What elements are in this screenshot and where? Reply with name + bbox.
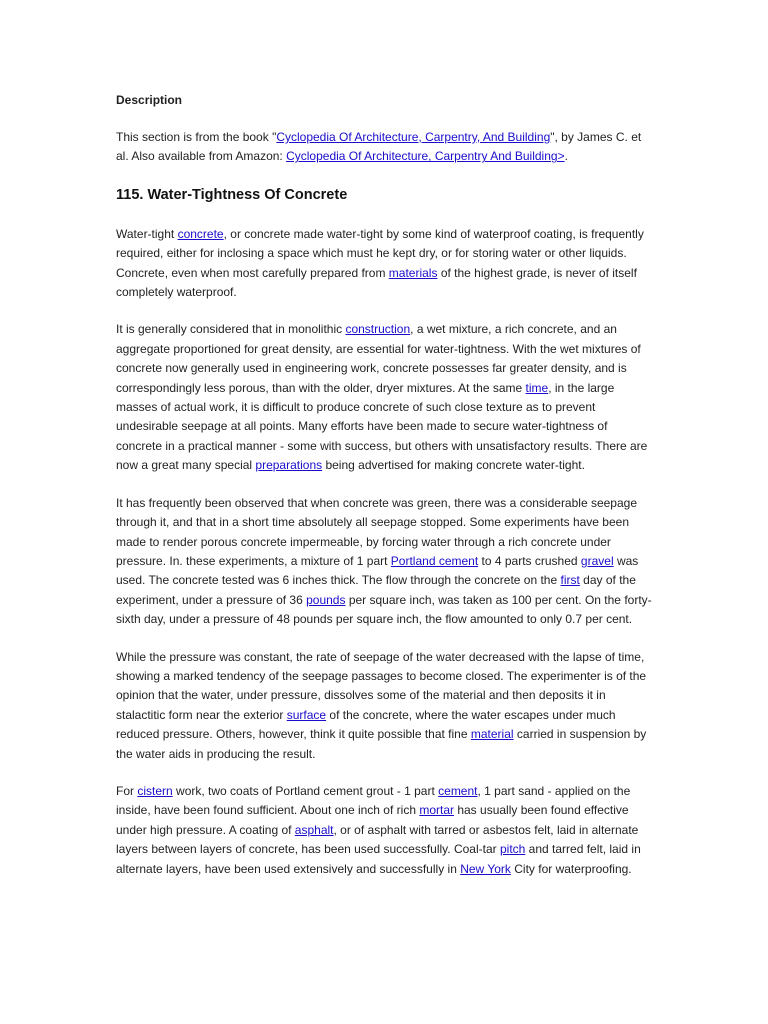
paragraph-text: , a wet mixture, a rich concrete, and an aggregate proportioned for great density, are essential for water-tightness. With the wet mixtures of concrete now generally used in engineering work, concrete possesses far greater density, and is correspondingly less porous, than with the older, dryer mixtures. At the same — [116, 322, 641, 395]
book-title-link[interactable]: Cyclopedia Of Architecture, Carpentry, And Building — [276, 130, 551, 144]
intro-text: . — [564, 149, 568, 164]
mortar-link[interactable]: mortar — [419, 803, 454, 818]
concrete-link[interactable]: concrete — [177, 226, 224, 241]
paragraph-text: , in the large masses of actual work, it is difficult to produce concrete of such close texture as to prevent undesirable seepage at all points. Many efforts have been made to secure water-tightness of concrete in a practical manner - some with success, but others with unsatisfactory results. There are now a great many special — [116, 380, 648, 473]
pitch-link[interactable]: pitch — [499, 842, 526, 857]
paragraph-text: and tarred felt, laid in alternate layers, have been used extensively and successfully in — [116, 842, 641, 876]
intro-text: ", by James C. et al. Also available from Amazon: — [116, 130, 642, 164]
new-york-link[interactable]: New York — [460, 861, 511, 876]
paragraph-text: per square inch, was taken as 100 per cent. On the forty-sixth day, under a pressure of 48 pounds per square inch, the flow amounted to only 0.7 per cent. — [116, 592, 652, 627]
cement-link[interactable]: cement — [438, 783, 478, 798]
paragraph-text: of the highest grade, is never of itself completely waterproof. — [116, 265, 637, 300]
paragraph-text: It is generally considered that in monolithic — [116, 322, 346, 337]
paragraph-text: of the concrete, where the water escapes under much reduced pressure. Others, however, think it quite possible that fine — [116, 707, 616, 742]
paragraph-3 — [116, 494, 656, 630]
paragraph-text: , or of asphalt with tarred or asbestos felt, laid in alternate layers between layers of concrete, has been used successfully. Coal-tar — [116, 822, 639, 857]
description-heading: Description — [116, 93, 183, 107]
material-link[interactable]: material — [470, 727, 514, 742]
amazon-link[interactable]: Cyclopedia Of Architecture, Carpentry And Building> — [286, 149, 565, 164]
book-intro — [116, 128, 656, 167]
section-title: 115. Water-Tightness Of Concrete — [116, 186, 348, 203]
pounds-link[interactable]: pounds — [306, 592, 346, 607]
paragraph-text: was used. The concrete tested was 6 inches thick. The flow through the concrete on the — [116, 553, 639, 588]
intro-text: This section is from the book " — [116, 130, 277, 144]
surface-link[interactable]: surface — [286, 707, 327, 722]
asphalt-link[interactable]: asphalt — [294, 822, 334, 837]
paragraph-text: Water-tight — [116, 226, 178, 241]
paragraph-text: has usually been found effective under high pressure. A coating of — [116, 803, 629, 837]
paragraph-4 — [116, 648, 656, 764]
paragraph-5 — [116, 782, 656, 879]
paragraph-text: carried in suspension by the water aids in producing the result. — [116, 727, 647, 761]
paragraph-text: City for waterproofing. — [510, 861, 632, 876]
materials-link[interactable]: materials — [388, 265, 438, 280]
paragraph-text: day of the experiment, under a pressure of 36 — [116, 573, 636, 607]
first-link[interactable]: first — [560, 573, 580, 588]
paragraph-text: While the pressure was constant, the rate of seepage of the water decreased with the lapse of time, showing a marked tendency of the seepage passages to become closed. The experimenter is of the opinion that the water, under pressure, dissolves some of the material and then deposits it in stalactitic form near the exterior — [116, 649, 647, 722]
preparations-link[interactable]: preparations — [255, 458, 323, 473]
paragraph-text: , or concrete made water-tight by some kind of waterproof coating, is frequently required, either for inclosing a space which must he kept dry, or for storing water or other liquids. Concrete, even when most carefully prepared from — [116, 226, 644, 280]
paragraph-text: It has frequently been observed that when concrete was green, there was a considerable seepage through it, and that in a short time absolutely all seepage stopped. Some experiments have been made to render porous concrete impermeable, by forcing water through a rich concrete under pressure. In. these experiments, a mixture of 1 part — [116, 495, 637, 568]
paragraph-text: being advertised for making concrete water-tight. — [322, 458, 585, 473]
paragraph-text: work, two coats of Portland cement grout - 1 part — [172, 783, 439, 798]
time-link[interactable]: time — [525, 380, 549, 395]
paragraph-text: , 1 part sand - applied on the inside, have been found sufficient. About one inch of rich — [116, 783, 631, 818]
paragraph-text: to 4 parts crushed — [478, 553, 581, 568]
gravel-link[interactable]: gravel — [580, 553, 614, 568]
paragraph-text: For — [116, 783, 138, 798]
construction-link[interactable]: construction — [345, 322, 411, 337]
portland-cement-link[interactable]: Portland cement — [390, 553, 479, 568]
paragraph-2 — [116, 320, 656, 475]
cistern-link[interactable]: cistern — [137, 783, 173, 798]
article — [116, 91, 656, 897]
paragraph-1 — [116, 225, 656, 303]
